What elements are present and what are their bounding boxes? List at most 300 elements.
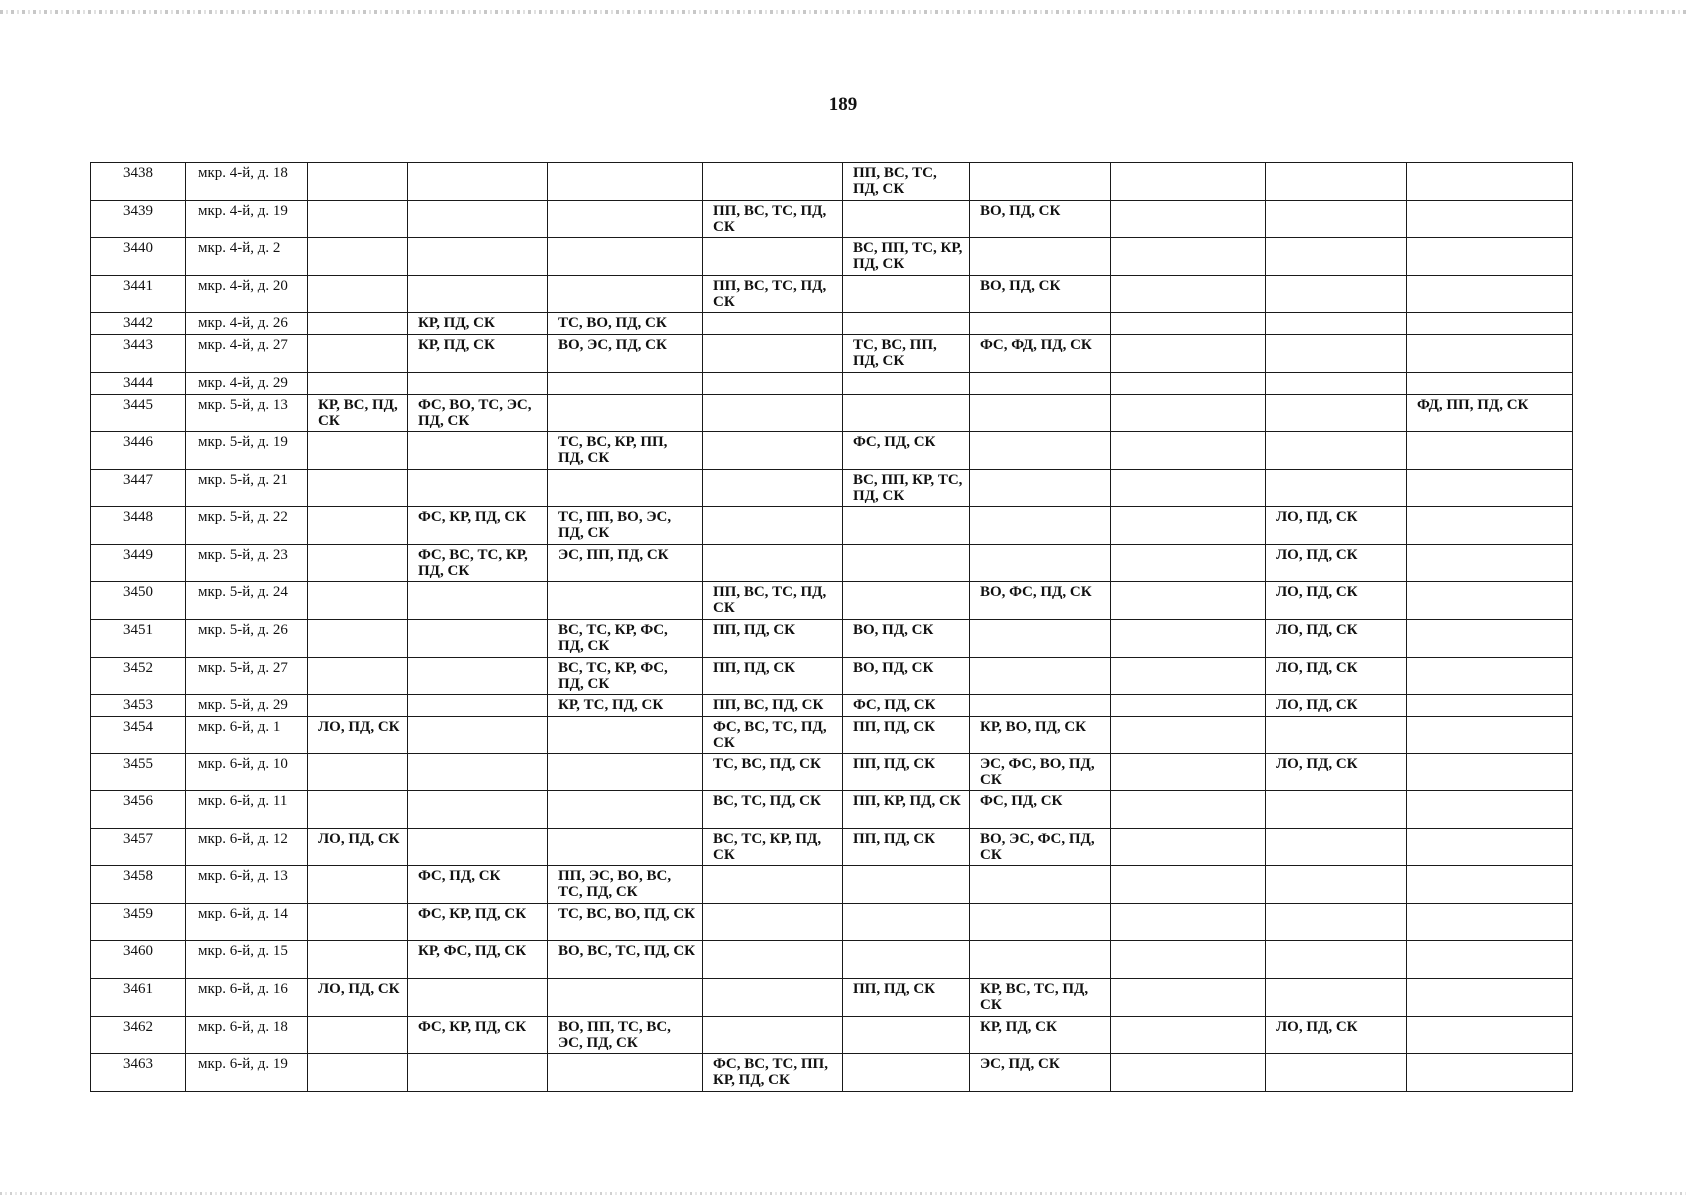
code-cell: ВО, ЭС, ПД, СК	[548, 335, 703, 373]
code-cell	[843, 866, 970, 904]
code-cell	[1111, 163, 1266, 201]
code-cell: ВО, ПД, СК	[843, 657, 970, 695]
code-cell	[308, 582, 408, 620]
code-cell	[308, 695, 408, 717]
code-cell	[308, 335, 408, 373]
code-cell	[970, 238, 1111, 276]
code-cell	[408, 238, 548, 276]
code-cell	[970, 507, 1111, 545]
code-cell	[308, 544, 408, 582]
code-cell	[703, 238, 843, 276]
code-cell: ТС, ВС, ПД, СК	[703, 753, 843, 791]
code-cell: ВО, ПД, СК	[970, 275, 1111, 313]
code-cell: ФД, ПП, ПД, СК	[1407, 394, 1573, 432]
table-row	[91, 978, 1573, 1016]
code-cell: КР, ВС, ПД, СК	[308, 394, 408, 432]
code-cell	[1111, 544, 1266, 582]
code-cell	[1111, 941, 1266, 979]
code-cell	[548, 828, 703, 866]
code-cell	[1111, 695, 1266, 717]
code-cell	[1111, 432, 1266, 470]
code-cell: КР, ВО, ПД, СК	[970, 717, 1111, 754]
code-cell	[1266, 866, 1407, 904]
code-cell	[1266, 717, 1407, 754]
address-cell: мкр. 4-й, д. 27	[186, 335, 308, 373]
code-cell	[843, 1016, 970, 1054]
code-cell	[1111, 657, 1266, 695]
row-number: 3442	[91, 313, 186, 335]
table-row	[91, 163, 1573, 201]
address-cell: мкр. 6-й, д. 13	[186, 866, 308, 904]
code-cell: ПП, ВС, ТС, ПД, СК	[703, 275, 843, 313]
code-cell: ВС, ПП, ТС, КР, ПД, СК	[843, 238, 970, 276]
code-cell	[703, 469, 843, 507]
code-cell	[1407, 238, 1573, 276]
code-cell	[703, 1016, 843, 1054]
code-cell	[970, 620, 1111, 658]
code-cell: ФС, ВО, ТС, ЭС, ПД, СК	[408, 394, 548, 432]
code-cell: ПП, ПД, СК	[843, 717, 970, 754]
code-cell: ЛО, ПД, СК	[1266, 753, 1407, 791]
code-cell: ПП, ПД, СК	[843, 828, 970, 866]
code-cell	[308, 275, 408, 313]
code-cell: ЛО, ПД, СК	[308, 717, 408, 754]
code-cell: ПП, ПД, СК	[703, 657, 843, 695]
code-cell	[548, 791, 703, 829]
row-number: 3455	[91, 753, 186, 791]
address-cell: мкр. 4-й, д. 26	[186, 313, 308, 335]
code-cell	[970, 163, 1111, 201]
code-cell: ВС, ТС, КР, ФС, ПД, СК	[548, 657, 703, 695]
code-cell	[308, 469, 408, 507]
code-cell: ЛО, ПД, СК	[1266, 582, 1407, 620]
code-cell: ВО, ПП, ТС, ВС, ЭС, ПД, СК	[548, 1016, 703, 1054]
code-cell	[408, 695, 548, 717]
row-number: 3446	[91, 432, 186, 470]
code-cell: ЛО, ПД, СК	[1266, 1016, 1407, 1054]
address-cell: мкр. 4-й, д. 18	[186, 163, 308, 201]
row-number: 3460	[91, 941, 186, 979]
code-cell	[1111, 620, 1266, 658]
row-number: 3444	[91, 372, 186, 394]
code-cell	[1111, 582, 1266, 620]
code-cell	[1111, 335, 1266, 373]
code-cell: ФС, КР, ПД, СК	[408, 903, 548, 941]
code-cell: КР, ФС, ПД, СК	[408, 941, 548, 979]
code-cell	[1407, 432, 1573, 470]
table-row	[91, 238, 1573, 276]
code-cell	[1407, 978, 1573, 1016]
code-cell	[548, 1054, 703, 1092]
code-cell	[1407, 620, 1573, 658]
row-number: 3440	[91, 238, 186, 276]
code-cell	[843, 200, 970, 238]
table-row	[91, 1054, 1573, 1092]
code-cell	[1407, 544, 1573, 582]
code-cell: ФС, ВС, ТС, КР, ПД, СК	[408, 544, 548, 582]
address-cell: мкр. 5-й, д. 22	[186, 507, 308, 545]
code-cell: ФС, КР, ПД, СК	[408, 1016, 548, 1054]
code-cell	[970, 657, 1111, 695]
row-number: 3459	[91, 903, 186, 941]
code-cell	[408, 978, 548, 1016]
code-cell: ПП, КР, ПД, СК	[843, 791, 970, 829]
code-cell	[703, 866, 843, 904]
code-cell: ФС, ПД, СК	[970, 791, 1111, 829]
row-number: 3453	[91, 695, 186, 717]
code-cell	[843, 582, 970, 620]
code-cell	[970, 372, 1111, 394]
code-cell: ВС, ПП, КР, ТС, ПД, СК	[843, 469, 970, 507]
code-cell	[548, 238, 703, 276]
code-cell: ЛО, ПД, СК	[308, 978, 408, 1016]
code-cell	[308, 941, 408, 979]
row-number: 3452	[91, 657, 186, 695]
address-cell: мкр. 6-й, д. 15	[186, 941, 308, 979]
code-cell	[308, 200, 408, 238]
address-cell: мкр. 5-й, д. 27	[186, 657, 308, 695]
code-cell	[1111, 469, 1266, 507]
code-cell	[843, 313, 970, 335]
code-cell: ЛО, ПД, СК	[1266, 544, 1407, 582]
table-row	[91, 394, 1573, 432]
table-row	[91, 544, 1573, 582]
code-cell	[408, 432, 548, 470]
row-number: 3448	[91, 507, 186, 545]
code-cell	[703, 544, 843, 582]
code-cell: ЭС, ФС, ВО, ПД, СК	[970, 753, 1111, 791]
table-row	[91, 753, 1573, 791]
code-cell: ПП, ВС, ПД, СК	[703, 695, 843, 717]
code-cell: ПП, ПД, СК	[843, 753, 970, 791]
code-cell: ТС, ВС, ПП, ПД, СК	[843, 335, 970, 373]
row-number: 3457	[91, 828, 186, 866]
code-cell	[1266, 828, 1407, 866]
code-cell: ЭС, ПП, ПД, СК	[548, 544, 703, 582]
code-cell	[1407, 1054, 1573, 1092]
scan-edge-top	[0, 10, 1686, 14]
code-cell	[1266, 791, 1407, 829]
code-cell	[308, 620, 408, 658]
row-number: 3456	[91, 791, 186, 829]
code-cell	[1407, 866, 1573, 904]
code-cell	[548, 978, 703, 1016]
code-cell	[1111, 507, 1266, 545]
code-cell	[1111, 275, 1266, 313]
table-row	[91, 695, 1573, 717]
address-cell: мкр. 5-й, д. 23	[186, 544, 308, 582]
address-cell: мкр. 6-й, д. 12	[186, 828, 308, 866]
address-cell: мкр. 5-й, д. 21	[186, 469, 308, 507]
address-cell: мкр. 4-й, д. 19	[186, 200, 308, 238]
code-cell: КР, ПД, СК	[970, 1016, 1111, 1054]
table-row	[91, 620, 1573, 658]
code-cell	[548, 372, 703, 394]
code-cell	[703, 335, 843, 373]
code-cell	[1407, 753, 1573, 791]
code-cell	[703, 394, 843, 432]
code-cell	[408, 200, 548, 238]
code-cell	[408, 275, 548, 313]
code-cell	[1266, 903, 1407, 941]
code-cell: ТС, ВО, ПД, СК	[548, 313, 703, 335]
code-cell	[1266, 372, 1407, 394]
table-row	[91, 828, 1573, 866]
code-cell	[1111, 828, 1266, 866]
code-cell: ПП, ВС, ТС, ПД, СК	[703, 582, 843, 620]
code-cell	[1266, 313, 1407, 335]
address-cell: мкр. 6-й, д. 1	[186, 717, 308, 754]
code-cell	[1111, 791, 1266, 829]
code-cell	[308, 238, 408, 276]
address-cell: мкр. 4-й, д. 29	[186, 372, 308, 394]
row-number: 3445	[91, 394, 186, 432]
code-cell	[970, 313, 1111, 335]
code-cell	[1266, 432, 1407, 470]
code-cell	[308, 432, 408, 470]
address-cell: мкр. 4-й, д. 20	[186, 275, 308, 313]
code-cell	[843, 507, 970, 545]
code-cell: ЭС, ПД, СК	[970, 1054, 1111, 1092]
code-cell	[308, 163, 408, 201]
code-cell	[308, 507, 408, 545]
table-row	[91, 275, 1573, 313]
code-cell	[1111, 238, 1266, 276]
address-cell: мкр. 6-й, д. 19	[186, 1054, 308, 1092]
row-number: 3447	[91, 469, 186, 507]
data-table	[90, 162, 1573, 1092]
code-cell: ВО, ПД, СК	[843, 620, 970, 658]
code-cell	[408, 828, 548, 866]
row-number: 3441	[91, 275, 186, 313]
code-cell	[1407, 791, 1573, 829]
table-row	[91, 432, 1573, 470]
table-row	[91, 507, 1573, 545]
code-cell	[308, 657, 408, 695]
code-cell	[548, 469, 703, 507]
code-cell	[1266, 469, 1407, 507]
code-cell	[408, 582, 548, 620]
code-cell: ВО, ФС, ПД, СК	[970, 582, 1111, 620]
code-cell	[408, 163, 548, 201]
code-cell	[548, 163, 703, 201]
code-cell	[1111, 717, 1266, 754]
code-cell	[1266, 200, 1407, 238]
row-number: 3439	[91, 200, 186, 238]
address-cell: мкр. 5-й, д. 24	[186, 582, 308, 620]
code-cell	[1407, 335, 1573, 373]
code-cell	[1111, 200, 1266, 238]
code-cell	[703, 432, 843, 470]
table-row	[91, 717, 1573, 754]
code-cell: ФС, ПД, СК	[843, 695, 970, 717]
code-cell	[970, 432, 1111, 470]
row-number: 3463	[91, 1054, 186, 1092]
code-cell	[703, 372, 843, 394]
code-cell	[408, 372, 548, 394]
code-cell: ВО, ПД, СК	[970, 200, 1111, 238]
table-row	[91, 335, 1573, 373]
code-cell	[970, 394, 1111, 432]
table-row	[91, 469, 1573, 507]
code-cell: ПП, ПД, СК	[843, 978, 970, 1016]
code-cell	[548, 200, 703, 238]
row-number: 3438	[91, 163, 186, 201]
code-cell	[1111, 313, 1266, 335]
code-cell	[970, 903, 1111, 941]
code-cell	[1111, 866, 1266, 904]
code-cell	[843, 394, 970, 432]
code-cell: ФС, ВС, ТС, ПД, СК	[703, 717, 843, 754]
row-number: 3449	[91, 544, 186, 582]
code-cell	[1266, 163, 1407, 201]
code-cell	[843, 372, 970, 394]
address-cell: мкр. 6-й, д. 16	[186, 978, 308, 1016]
scan-edge-bottom	[0, 1192, 1686, 1195]
code-cell	[1111, 978, 1266, 1016]
code-cell: ТС, ВС, КР, ПП, ПД, СК	[548, 432, 703, 470]
code-cell	[1407, 582, 1573, 620]
code-cell: ПП, ЭС, ВО, ВС, ТС, ПД, СК	[548, 866, 703, 904]
code-cell	[1407, 469, 1573, 507]
code-cell: КР, ПД, СК	[408, 313, 548, 335]
code-cell	[408, 657, 548, 695]
code-cell	[548, 582, 703, 620]
address-cell: мкр. 5-й, д. 26	[186, 620, 308, 658]
code-cell	[843, 1054, 970, 1092]
table-row	[91, 1016, 1573, 1054]
code-cell	[703, 507, 843, 545]
code-cell	[1111, 753, 1266, 791]
code-cell	[308, 753, 408, 791]
code-cell	[548, 394, 703, 432]
code-cell	[843, 903, 970, 941]
code-cell: ПП, ВС, ТС, ПД, СК	[843, 163, 970, 201]
code-cell: ВО, ВС, ТС, ПД, СК	[548, 941, 703, 979]
code-cell	[408, 753, 548, 791]
code-cell: ВС, ТС, КР, ПД, СК	[703, 828, 843, 866]
code-cell	[408, 469, 548, 507]
code-cell	[548, 717, 703, 754]
code-cell: ЛО, ПД, СК	[308, 828, 408, 866]
code-cell: ФС, КР, ПД, СК	[408, 507, 548, 545]
table-row	[91, 200, 1573, 238]
code-cell	[843, 544, 970, 582]
code-cell: ФС, ПД, СК	[843, 432, 970, 470]
address-cell: мкр. 4-й, д. 2	[186, 238, 308, 276]
code-cell	[408, 791, 548, 829]
code-cell: ЛО, ПД, СК	[1266, 507, 1407, 545]
code-cell	[970, 544, 1111, 582]
code-cell: ЛО, ПД, СК	[1266, 657, 1407, 695]
table-row	[91, 313, 1573, 335]
table-row	[91, 657, 1573, 695]
code-cell	[1266, 335, 1407, 373]
code-cell	[1111, 903, 1266, 941]
code-cell	[548, 753, 703, 791]
page-number: 189	[828, 94, 858, 115]
code-cell	[703, 941, 843, 979]
code-cell	[1111, 394, 1266, 432]
code-cell	[1266, 941, 1407, 979]
row-number: 3454	[91, 717, 186, 754]
code-cell	[1266, 394, 1407, 432]
table-body	[91, 163, 1573, 1092]
code-cell	[703, 163, 843, 201]
code-cell	[308, 903, 408, 941]
code-cell	[970, 469, 1111, 507]
code-cell: ФС, ФД, ПД, СК	[970, 335, 1111, 373]
code-cell	[1111, 1054, 1266, 1092]
code-cell	[308, 791, 408, 829]
code-cell	[1407, 903, 1573, 941]
code-cell	[1111, 1016, 1266, 1054]
code-cell	[408, 717, 548, 754]
code-cell	[308, 866, 408, 904]
code-cell	[308, 313, 408, 335]
code-cell	[843, 941, 970, 979]
code-cell: ВО, ЭС, ФС, ПД, СК	[970, 828, 1111, 866]
address-cell: мкр. 5-й, д. 19	[186, 432, 308, 470]
code-cell	[1407, 163, 1573, 201]
row-number: 3443	[91, 335, 186, 373]
code-cell: ФС, ВС, ТС, ПП, КР, ПД, СК	[703, 1054, 843, 1092]
code-cell	[703, 903, 843, 941]
row-number: 3458	[91, 866, 186, 904]
table-row	[91, 866, 1573, 904]
code-cell	[970, 866, 1111, 904]
code-cell	[1407, 507, 1573, 545]
code-cell	[1266, 238, 1407, 276]
code-cell	[1266, 275, 1407, 313]
code-cell	[408, 1054, 548, 1092]
code-cell	[703, 313, 843, 335]
row-number: 3451	[91, 620, 186, 658]
code-cell	[1407, 717, 1573, 754]
code-cell: ТС, ВС, ВО, ПД, СК	[548, 903, 703, 941]
row-number: 3462	[91, 1016, 186, 1054]
row-number: 3461	[91, 978, 186, 1016]
code-cell	[970, 941, 1111, 979]
code-cell: КР, ТС, ПД, СК	[548, 695, 703, 717]
address-cell: мкр. 6-й, д. 18	[186, 1016, 308, 1054]
code-cell	[308, 1054, 408, 1092]
table-row	[91, 582, 1573, 620]
code-cell	[1407, 200, 1573, 238]
code-cell: ФС, ПД, СК	[408, 866, 548, 904]
code-cell: ВС, ТС, КР, ФС, ПД, СК	[548, 620, 703, 658]
code-cell	[548, 275, 703, 313]
code-cell	[1407, 372, 1573, 394]
address-cell: мкр. 6-й, д. 14	[186, 903, 308, 941]
table-row	[91, 791, 1573, 829]
code-cell: ПП, ПД, СК	[703, 620, 843, 658]
code-cell: ПП, ВС, ТС, ПД, СК	[703, 200, 843, 238]
address-cell: мкр. 6-й, д. 11	[186, 791, 308, 829]
code-cell	[1407, 313, 1573, 335]
code-cell	[1407, 1016, 1573, 1054]
code-cell	[970, 695, 1111, 717]
code-cell	[703, 978, 843, 1016]
code-cell	[843, 275, 970, 313]
code-cell	[1407, 657, 1573, 695]
address-cell: мкр. 6-й, д. 10	[186, 753, 308, 791]
code-cell	[308, 372, 408, 394]
address-cell: мкр. 5-й, д. 29	[186, 695, 308, 717]
code-cell	[1407, 828, 1573, 866]
table-row	[91, 903, 1573, 941]
code-cell	[1266, 1054, 1407, 1092]
